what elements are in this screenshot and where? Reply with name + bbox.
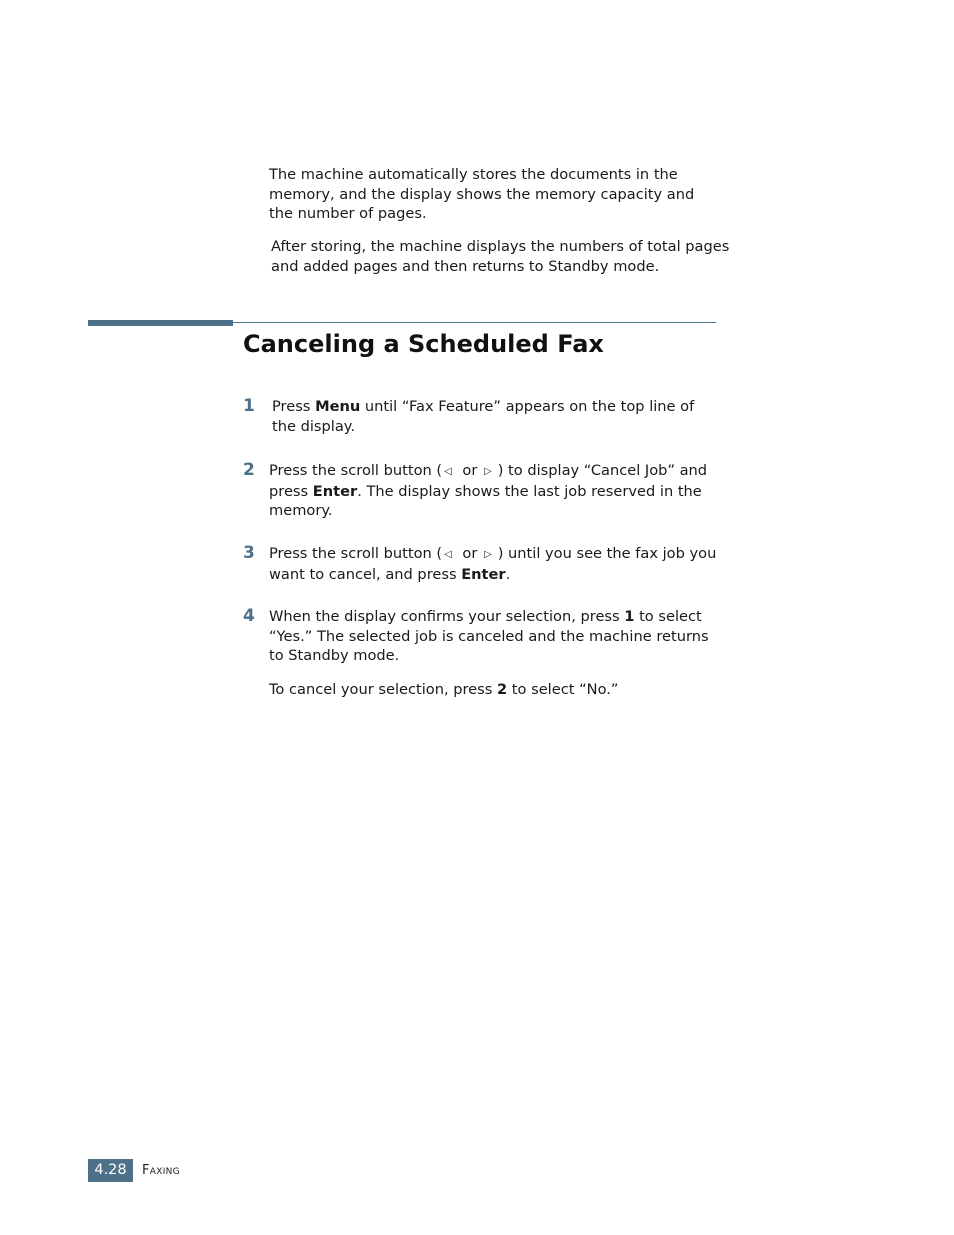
intro-paragraph-2: After storing, the machine displays the numbers of total pages and added pages and then returns to Standby mode. [271, 238, 730, 275]
step-2-text: Press the scroll button ( ◁ or ▷ ) to display “Cancel Job” and press Enter. The display shows the last job reserved in the memory. [269, 462, 708, 519]
step-number-1: 1 [243, 396, 255, 416]
intro-paragraph-1: The machine automatically stores the documents in the memory, and the display shows the memory capacity and the number of pages. [269, 166, 695, 222]
step-3-text: Press the scroll button ( ◁ or ▷ ) until you see the fax job you want to cancel, and press Enter. [269, 545, 717, 583]
section-rule-accent [88, 320, 233, 326]
left-arrow-icon: ◁ [444, 466, 452, 477]
right-arrow-icon: ▷ [484, 549, 492, 560]
menu-key-label: Menu [315, 398, 361, 415]
left-arrow-icon: ◁ [444, 549, 452, 560]
section-rule-line [233, 322, 716, 323]
step-number-3: 3 [243, 543, 255, 563]
enter-key-label: Enter [461, 565, 506, 583]
key-1-label: 1 [624, 608, 635, 625]
page-number: 4.28 [88, 1159, 133, 1182]
right-arrow-icon: ▷ [484, 466, 492, 477]
step-1-text: Press Menu until “Fax Feature” appears on the top line of the display. [272, 398, 695, 435]
section-heading: Canceling a Scheduled Fax [243, 330, 604, 358]
step-number-2: 2 [243, 460, 255, 480]
step-number-4: 4 [243, 606, 255, 626]
key-2-label: 2 [497, 681, 508, 698]
step-4-text: When the display confirms your selection, press 1 to select “Yes.” The selected job is canceled and the machine returns to Standby mode. [269, 608, 709, 664]
cancel-selection-note: To cancel your selection, press 2 to select “No.” [269, 681, 619, 698]
footer-section-name: Faxing [142, 1163, 180, 1178]
enter-key-label: Enter [312, 482, 358, 500]
